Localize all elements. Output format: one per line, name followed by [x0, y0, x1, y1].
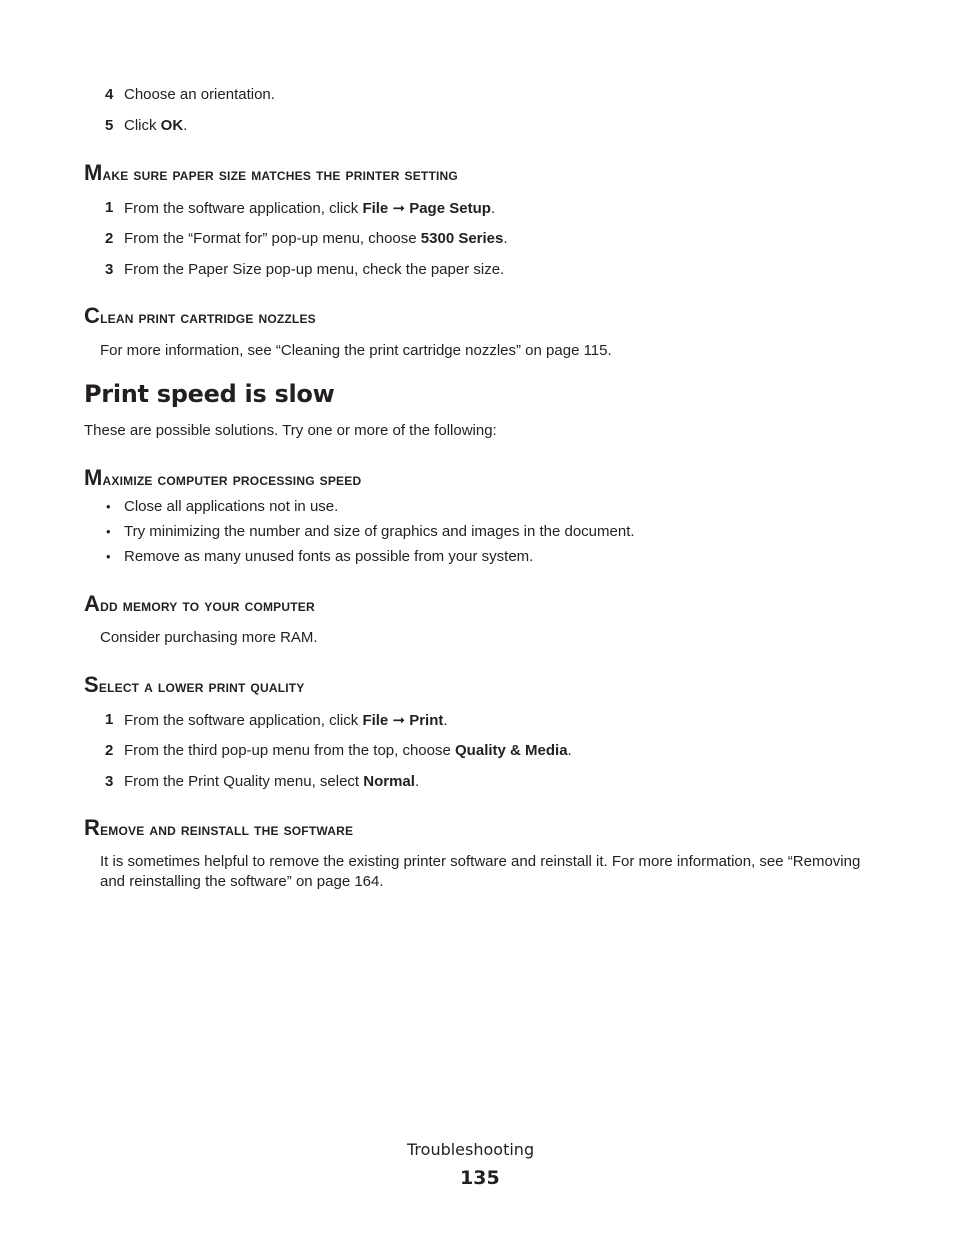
- list-item: Close all applications not in use.: [124, 498, 339, 515]
- step-text: [124, 773, 419, 790]
- step-text: [124, 711, 448, 729]
- step-text-post: .: [183, 117, 188, 134]
- paragraph: For more information, see “Cleaning the print cartridge nozzles” on page 115.: [100, 342, 612, 359]
- step-text-pre: From the “Format for” pop-up menu, choose: [124, 230, 421, 247]
- heading-rest: elect a lower print quality: [98, 677, 305, 696]
- heading-rest: dd memory to your computer: [100, 596, 315, 615]
- step-text-post: .: [490, 200, 496, 217]
- step-text-bold: Normal: [363, 773, 415, 790]
- step-text: Choose an orientation.: [124, 86, 275, 103]
- list-item: Remove as many unused fonts as possible from your system.: [124, 548, 534, 565]
- step-text-pre: Click: [124, 117, 161, 134]
- heading-initial: M: [84, 465, 103, 490]
- step-number: 2: [105, 742, 114, 759]
- step-text-pre: From the software application, click: [124, 200, 363, 217]
- arrow-right-icon: ➞: [392, 200, 406, 217]
- section-heading-processing-speed: [84, 465, 361, 491]
- menu-file: File: [362, 712, 389, 729]
- step-text-bold: Quality & Media: [455, 742, 568, 759]
- step-text-post: .: [567, 742, 572, 759]
- step-text: [124, 117, 187, 134]
- step-number: 5: [105, 117, 114, 134]
- step-text-pre: From the Print Quality menu, select: [124, 773, 364, 790]
- bullet-icon: •: [106, 524, 111, 539]
- arrow-right-icon: ➞: [392, 712, 406, 729]
- step-text-post: .: [414, 773, 420, 790]
- paragraph: Consider purchasing more RAM.: [100, 629, 318, 646]
- step-number: 3: [105, 773, 114, 790]
- step-number: 4: [105, 86, 114, 103]
- menu-file: File: [362, 200, 389, 217]
- section-heading-reinstall-software: [84, 815, 353, 841]
- step-text-bold: OK: [160, 117, 184, 134]
- step-text-pre: From the software application, click: [124, 712, 363, 729]
- bullet-icon: •: [106, 499, 111, 514]
- step-number: 1: [105, 711, 114, 728]
- step-number: 3: [105, 261, 114, 278]
- step-number: 1: [105, 199, 114, 216]
- menu-print: Print: [409, 712, 444, 729]
- step-text: [124, 230, 508, 247]
- paragraph: It is sometimes helpful to remove the existing printer software and reinstall it. For more information, see “Removing and reinstalling the software” on page 164.: [100, 853, 861, 890]
- step-text: From the Paper Size pop-up menu, check the paper size.: [124, 261, 505, 278]
- step-text-post: .: [443, 712, 448, 729]
- heading-initial: R: [84, 815, 101, 840]
- section-heading-add-memory: [84, 591, 315, 617]
- heading-rest: lean print cartridge nozzles: [100, 308, 316, 327]
- list-item: Try minimizing the number and size of graphics and images in the document.: [124, 523, 635, 540]
- section-heading-paper-size: [84, 160, 458, 186]
- heading-initial: C: [84, 303, 101, 328]
- section-heading-clean-nozzles: [84, 303, 316, 329]
- section-heading-print-quality: [84, 672, 305, 698]
- page-title: Print speed is slow: [84, 380, 335, 408]
- intro-paragraph: These are possible solutions. Try one or more of the following:: [84, 422, 497, 439]
- heading-initial: S: [84, 672, 99, 697]
- footer-section-name: Troubleshooting: [407, 1140, 535, 1159]
- page-number: 135: [460, 1167, 500, 1189]
- heading-rest: emove and reinstall the software: [100, 820, 354, 839]
- bullet-icon: •: [106, 549, 111, 564]
- step-number: 2: [105, 230, 114, 247]
- step-text-post: .: [503, 230, 508, 247]
- heading-initial: A: [84, 591, 101, 616]
- menu-page-setup: Page Setup: [409, 200, 491, 217]
- heading-initial: M: [84, 160, 103, 185]
- step-text-pre: From the third pop-up menu from the top, choose: [124, 742, 456, 759]
- heading-rest: aximize computer processing speed: [102, 470, 362, 489]
- heading-rest: ake sure paper size matches the printer setting: [102, 165, 458, 184]
- step-text: [124, 199, 495, 217]
- step-text: [124, 742, 572, 759]
- step-text-bold: 5300 Series: [420, 230, 504, 247]
